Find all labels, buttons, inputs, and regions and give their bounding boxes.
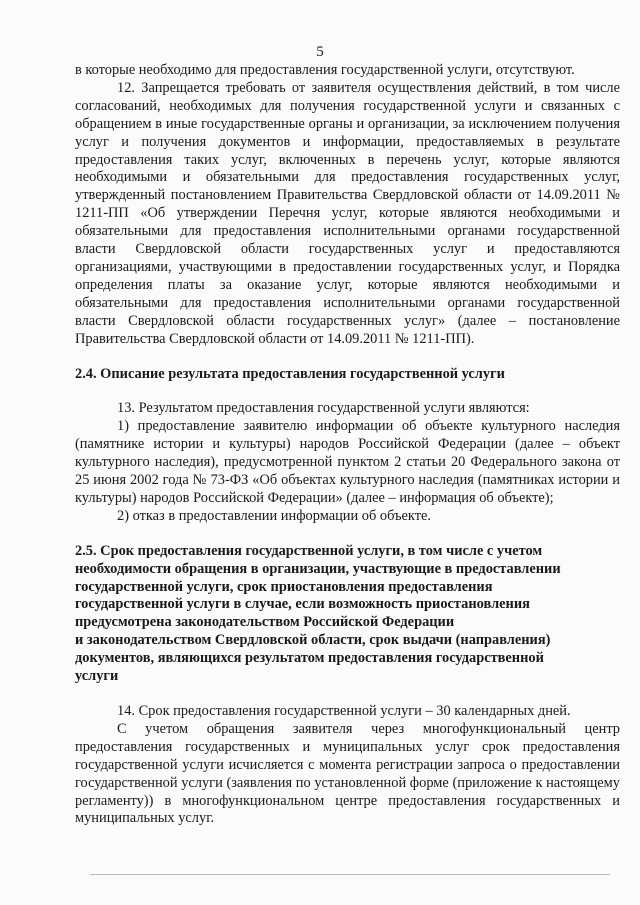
paragraph-14-mfc: С учетом обращения заявителя через многофункциональный центр предоставления государственных и муниципальных услуг срок предоставления государственной услуги исчисляется с момента регистрации запроса о предоставлении государственной услуги (заявления по установленной форме (приложение к настоящему регламенту)) в многофункциональном центре предоставления государственных и муниципальных услуг. xyxy=(75,720,620,827)
heading-line: необходимости обращения в организации, участвующие в предоставлении xyxy=(75,560,561,577)
section-heading-2-4: 2.4. Описание результата предоставления государственной услуги xyxy=(75,365,505,382)
paragraph-14: 14. Срок предоставления государственной услуги – 30 календарных дней. xyxy=(117,703,571,719)
paragraph-continuation: в которые необходимо для предоставления государственной услуги, отсутствуют. xyxy=(75,62,575,78)
paragraph-12: 12. Запрещается требовать от заявителя осуществления действий, в том числе согласований, необходимых для получения государственной услуги и связанных с обращением в иные государственные органы и организации, за исключением получения услуг и получения документов и информации, предоставляемых в результате предоставления таких услуг, включенных в перечень услуг, которые являются необходимыми и обязательными для предоставления государственных услуг, утвержденный постановлением Правительства Свердловской области от 14.09.2011 № 1211-ПП «Об утверждении Перечня услуг, которые являются необходимыми и обязательными для предоставления исполнительными органами государственной власти Свердловской области государственных услуг и предоставляются организациями, участвующими в предоставлении государственных услуг, и Порядка определения платы за оказание услуг, которые являются необходимыми и обязательными для предоставления исполнительными органами государственной власти Свердловской области государственных услуг» (далее – постановление Правительства Свердловской области от 14.09.2011 № 1211-ПП). xyxy=(75,79,620,347)
paragraph-13: 13. Результатом предоставления государственной услуги являются: xyxy=(117,400,530,417)
heading-line: документов, являющихся результатом предоставления государственной xyxy=(75,650,544,667)
heading-line: услуги xyxy=(75,668,119,685)
scan-edge-line xyxy=(90,874,610,875)
paragraph-13-item-1: 1) предоставление заявителю информации об объекте культурного наследия (памятнике истории и культуры) народов Российской Федерации (далее – объект культурного наследия), предусмотренной пунктом 2 статьи 20 Федерального закона от 25 июня 2002 года № 73-ФЗ «Об объектах культурного наследия (памятниках истории и культуры) народов Российской Федерации» (далее – информация об объекте); xyxy=(75,418,620,506)
section-heading-2-5 xyxy=(75,543,620,686)
paragraph-13-item-2: 2) отказ в предоставлении информации об объекте. xyxy=(117,507,431,524)
heading-line: предусмотрена законодательством Российской Федерации xyxy=(75,614,455,631)
page-number: 5 xyxy=(316,44,324,60)
heading-line: государственной услуги, срок приостановления предоставления xyxy=(75,578,493,595)
document-body xyxy=(75,62,620,828)
heading-line: государственной услуги в случае, если возможность приостановления xyxy=(75,596,530,613)
heading-line: 2.5. Срок предоставления государственной услуги, в том числе с учетом xyxy=(75,542,543,559)
heading-line: и законодательством Свердловской области, срок выдачи (направления) xyxy=(75,632,551,649)
